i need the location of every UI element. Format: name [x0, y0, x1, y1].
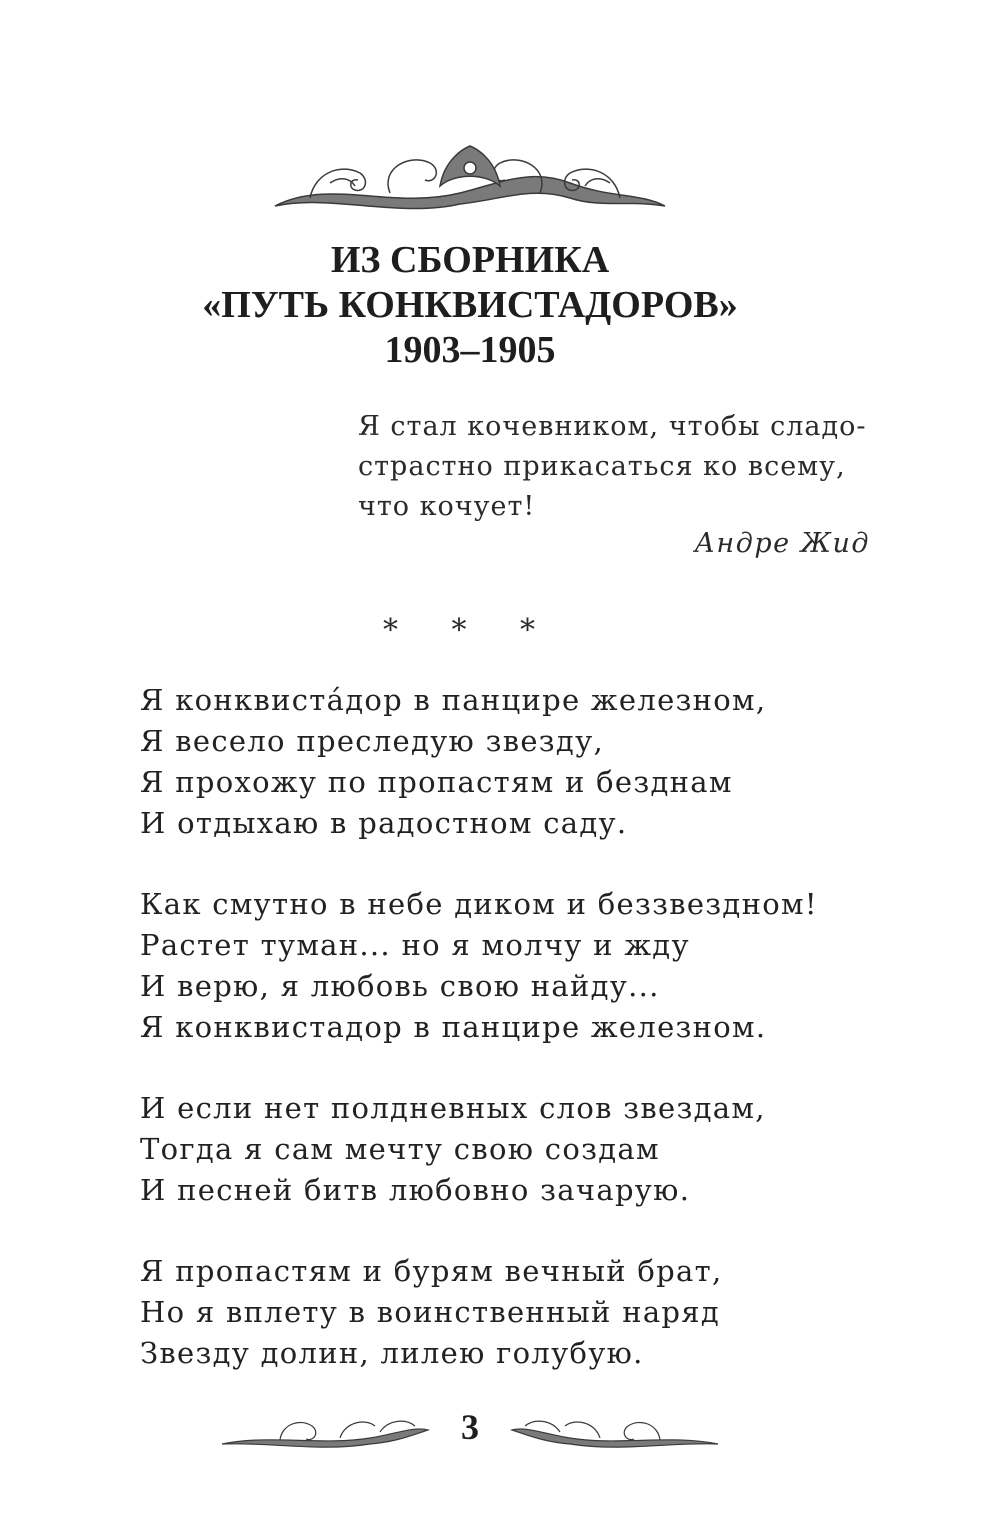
title-years: 1903–1905	[384, 329, 556, 371]
page-number: 3	[461, 1407, 479, 1447]
asterisk-separator: * * *	[382, 613, 558, 648]
poem-line: Я пропастям и бурям вечный брат,	[140, 1254, 723, 1288]
poem-line: И верю, я любовь свою найду...	[140, 969, 660, 1003]
epigraph-line: Я стал кочевником, чтобы сладо-	[358, 411, 867, 442]
poem-body	[140, 680, 900, 1414]
scroll-flourish-icon	[510, 1412, 720, 1452]
title-line-1: ИЗ СБОРНИКА	[330, 239, 610, 281]
poem-line: Я весело преследую звезду,	[140, 724, 604, 758]
poem-line: Я прохожу по пропастям и безднам	[140, 765, 733, 799]
poem-line: Я конквистадор в панцире железном.	[140, 1010, 767, 1044]
floral-flourish-icon	[270, 138, 670, 218]
poem-line: Растет туман... но я молчу и жду	[140, 928, 690, 962]
stanza	[140, 1251, 900, 1374]
epigraph-line: что кочует!	[358, 491, 536, 522]
poem-line: И отдыхаю в радостном саду.	[140, 806, 628, 840]
poem-line: И песней битв любовно зачарую.	[140, 1173, 691, 1207]
epigraph	[358, 407, 878, 527]
title-line-2: «ПУТЬ КОНКВИСТАДОРОВ»	[202, 284, 738, 326]
poem-line: Тогда я сам мечту свою создам	[140, 1132, 660, 1166]
stanza	[140, 1088, 900, 1211]
stanza	[140, 884, 900, 1048]
epigraph-line: страстно прикасаться ко всему,	[358, 451, 846, 482]
poem-line: Звезду долин, лилею голубую.	[140, 1336, 644, 1370]
poem-line: Я конквиста́дор в панцире железном,	[140, 683, 767, 717]
poem-line: Но я вплету в воинственный наряд	[140, 1295, 721, 1329]
stanza	[140, 680, 900, 844]
poem-line: Как смутно в небе диком и беззвездном!	[140, 887, 818, 921]
epigraph-author: Андре Жид	[694, 528, 870, 559]
scroll-flourish-icon	[220, 1412, 430, 1452]
poem-line: И если нет полдневных слов звездам,	[140, 1091, 766, 1125]
collection-title	[0, 238, 1000, 373]
